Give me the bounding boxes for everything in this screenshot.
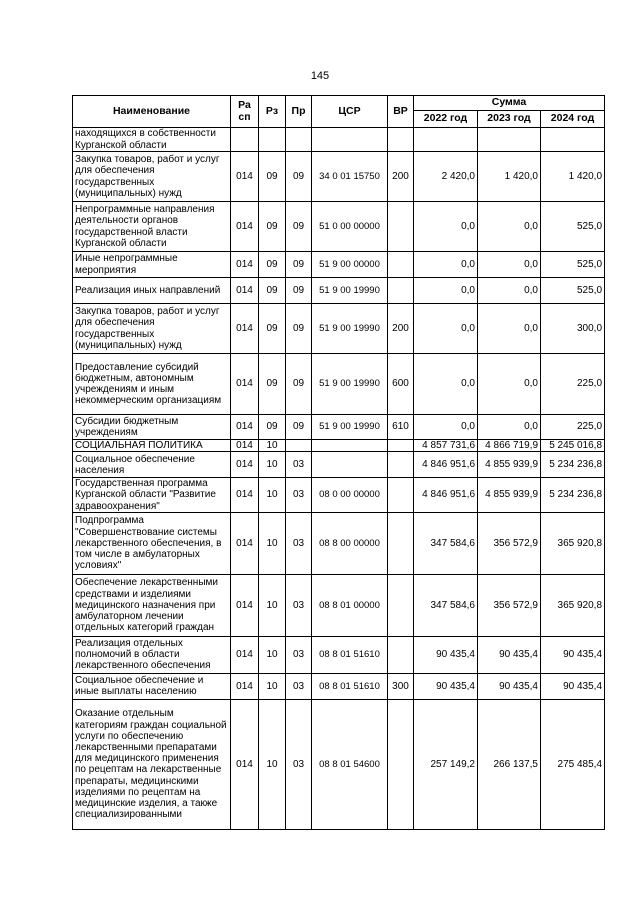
row-csr: 08 8 01 00000 (312, 574, 388, 636)
row-value-2022: 4 846 951,6 (414, 452, 478, 478)
row-value-2024: 90 435,4 (541, 636, 605, 673)
row-value-2024: 365 920,8 (541, 574, 605, 636)
table-row (73, 636, 605, 673)
row-name: Обеспечение лекарственными средствами и изделиями медицинского назначения при амбулаторном лечении отдельных категорий граждан (73, 574, 231, 636)
row-csr: 08 8 01 51610 (312, 636, 388, 673)
row-vr: 610 (388, 415, 414, 440)
row-pr: 03 (286, 574, 312, 636)
row-rz: 09 (259, 304, 286, 354)
header-name: Наименование (73, 96, 231, 128)
row-name: Закупка товаров, работ и услуг для обеспечения государственных (муниципальных) нужд (73, 152, 231, 202)
row-name: Подпрограмма "Совершенствование системы лекарственного обеспечения, в том числе в амбулаторных условиях" (73, 512, 231, 574)
row-pr: 09 (286, 278, 312, 304)
row-value-2022: 90 435,4 (414, 636, 478, 673)
row-pr (286, 128, 312, 152)
row-name: Государственная программа Курганской области "Развитие здравоохранения" (73, 478, 231, 513)
row-vr: 600 (388, 354, 414, 415)
row-value-2022: 0,0 (414, 415, 478, 440)
row-rz: 10 (259, 673, 286, 699)
row-value-2022: 90 435,4 (414, 673, 478, 699)
row-rz: 09 (259, 152, 286, 202)
row-vr (388, 512, 414, 574)
row-value-2022: 347 584,6 (414, 574, 478, 636)
row-value-2023: 0,0 (478, 415, 541, 440)
table-row (73, 252, 605, 278)
row-rz: 09 (259, 415, 286, 440)
row-csr: 51 9 00 19990 (312, 304, 388, 354)
row-pr: 03 (286, 512, 312, 574)
row-rasp: 014 (231, 202, 259, 252)
row-rasp: 014 (231, 415, 259, 440)
row-value-2022: 0,0 (414, 354, 478, 415)
row-vr (388, 574, 414, 636)
header-vr: ВР (388, 96, 414, 128)
row-csr: 51 9 00 00000 (312, 252, 388, 278)
row-rasp: 014 (231, 699, 259, 829)
row-vr: 300 (388, 673, 414, 699)
table-row (73, 452, 605, 478)
row-pr: 03 (286, 673, 312, 699)
row-value-2023: 4 855 939,9 (478, 478, 541, 513)
row-name: находящихся в собственности Курганской области (73, 128, 231, 152)
row-vr (388, 636, 414, 673)
row-value-2024: 225,0 (541, 354, 605, 415)
row-pr: 09 (286, 304, 312, 354)
row-rz: 09 (259, 278, 286, 304)
row-rz: 09 (259, 252, 286, 278)
row-csr: 08 8 01 54600 (312, 699, 388, 829)
table-row (73, 304, 605, 354)
row-value-2024: 525,0 (541, 202, 605, 252)
row-value-2022: 4 857 731,6 (414, 440, 478, 452)
row-value-2024: 525,0 (541, 278, 605, 304)
row-value-2022: 0,0 (414, 278, 478, 304)
row-value-2023: 0,0 (478, 202, 541, 252)
row-csr (312, 452, 388, 478)
row-value-2023: 1 420,0 (478, 152, 541, 202)
row-value-2023: 90 435,4 (478, 673, 541, 699)
row-value-2024: 300,0 (541, 304, 605, 354)
header-rasp (231, 96, 259, 128)
row-name: Непрограммные направления деятельности органов государственной власти Курганской области (73, 202, 231, 252)
row-vr: 200 (388, 152, 414, 202)
row-rz: 10 (259, 574, 286, 636)
row-rasp: 014 (231, 512, 259, 574)
row-rasp (231, 128, 259, 152)
row-name: Оказание отдельным категориям граждан социальной услуги по обеспечению лекарственными препаратами для медицинского применения по рецептам на лекарственные препараты, медицинскими изделиями по рецептам на медицинские изделия, а также специализированными (73, 699, 231, 829)
header-rasp-line2: сп (238, 110, 251, 123)
row-rasp: 014 (231, 152, 259, 202)
row-vr: 200 (388, 304, 414, 354)
row-name: СОЦИАЛЬНАЯ ПОЛИТИКА (73, 440, 231, 452)
row-pr: 09 (286, 354, 312, 415)
row-value-2022 (414, 128, 478, 152)
row-vr (388, 440, 414, 452)
header-csr: ЦСР (312, 96, 388, 128)
row-rz: 10 (259, 478, 286, 513)
page-number: 145 (310, 70, 330, 82)
table-row (73, 278, 605, 304)
table-row (73, 440, 605, 452)
header-year-2023: 2023 год (478, 111, 541, 128)
table-row (73, 673, 605, 699)
header-year-2022: 2022 год (414, 111, 478, 128)
row-vr (388, 278, 414, 304)
row-name: Реализация иных направлений (73, 278, 231, 304)
row-pr: 03 (286, 699, 312, 829)
table-row (73, 512, 605, 574)
row-value-2024 (541, 128, 605, 152)
row-value-2023: 356 572,9 (478, 512, 541, 574)
row-name: Социальное обеспечение населения (73, 452, 231, 478)
row-pr: 03 (286, 452, 312, 478)
table-header (73, 96, 605, 128)
table-row (73, 699, 605, 829)
row-value-2023: 356 572,9 (478, 574, 541, 636)
row-rasp: 014 (231, 673, 259, 699)
row-value-2023: 0,0 (478, 304, 541, 354)
row-csr: 51 9 00 19990 (312, 415, 388, 440)
row-csr: 51 0 00 00000 (312, 202, 388, 252)
row-value-2023: 266 137,5 (478, 699, 541, 829)
row-pr: 03 (286, 636, 312, 673)
row-value-2023: 0,0 (478, 278, 541, 304)
row-pr: 09 (286, 202, 312, 252)
row-csr: 34 0 01 15750 (312, 152, 388, 202)
row-vr (388, 452, 414, 478)
row-rasp: 014 (231, 440, 259, 452)
row-value-2023: 0,0 (478, 354, 541, 415)
row-value-2024: 1 420,0 (541, 152, 605, 202)
row-csr: 51 9 00 19990 (312, 278, 388, 304)
row-csr: 51 9 00 19990 (312, 354, 388, 415)
row-rz: 10 (259, 636, 286, 673)
table-row (73, 354, 605, 415)
row-value-2022: 0,0 (414, 304, 478, 354)
row-rz: 10 (259, 440, 286, 452)
row-csr: 08 8 01 51610 (312, 673, 388, 699)
row-name: Предоставление субсидий бюджетным, автономным учреждениям и иным некоммерческим организациям (73, 354, 231, 415)
table-row (73, 478, 605, 513)
row-rasp: 014 (231, 354, 259, 415)
table-row (73, 202, 605, 252)
row-rasp: 014 (231, 478, 259, 513)
row-value-2024: 275 485,4 (541, 699, 605, 829)
row-name: Реализация отдельных полномочий в области лекарственного обеспечения (73, 636, 231, 673)
header-sum: Сумма (414, 96, 605, 111)
row-rz: 10 (259, 699, 286, 829)
row-name: Субсидии бюджетным учреждениям (73, 415, 231, 440)
row-value-2024: 5 234 236,8 (541, 452, 605, 478)
row-name: Иные непрограммные мероприятия (73, 252, 231, 278)
row-value-2022: 0,0 (414, 202, 478, 252)
row-value-2022: 4 846 951,6 (414, 478, 478, 513)
table-row (73, 415, 605, 440)
row-value-2024: 5 245 016,8 (541, 440, 605, 452)
header-year-2024: 2024 год (541, 111, 605, 128)
row-rasp: 014 (231, 452, 259, 478)
row-csr: 08 8 00 00000 (312, 512, 388, 574)
row-rz (259, 128, 286, 152)
row-value-2023: 0,0 (478, 252, 541, 278)
row-value-2022: 347 584,6 (414, 512, 478, 574)
row-vr (388, 202, 414, 252)
row-rasp: 014 (231, 636, 259, 673)
table-body (73, 128, 605, 830)
row-value-2024: 225,0 (541, 415, 605, 440)
row-rasp: 014 (231, 304, 259, 354)
header-rz: Рз (259, 96, 286, 128)
row-value-2023: 4 855 939,9 (478, 452, 541, 478)
row-vr (388, 252, 414, 278)
row-value-2022: 257 149,2 (414, 699, 478, 829)
row-value-2024: 525,0 (541, 252, 605, 278)
row-value-2023: 4 866 719,9 (478, 440, 541, 452)
row-value-2024: 5 234 236,8 (541, 478, 605, 513)
row-rz: 10 (259, 512, 286, 574)
row-pr: 09 (286, 415, 312, 440)
row-vr (388, 128, 414, 152)
row-value-2024: 90 435,4 (541, 673, 605, 699)
table-row (73, 152, 605, 202)
row-rz: 10 (259, 452, 286, 478)
row-csr: 08 0 00 00000 (312, 478, 388, 513)
row-name: Закупка товаров, работ и услуг для обеспечения государственных (муниципальных) нужд (73, 304, 231, 354)
row-pr: 09 (286, 152, 312, 202)
row-rz: 09 (259, 354, 286, 415)
row-pr: 09 (286, 252, 312, 278)
row-rz: 09 (259, 202, 286, 252)
row-value-2023: 90 435,4 (478, 636, 541, 673)
row-csr (312, 128, 388, 152)
row-rasp: 014 (231, 252, 259, 278)
header-pr: Пр (286, 96, 312, 128)
row-name: Социальное обеспечение и иные выплаты населению (73, 673, 231, 699)
row-value-2023 (478, 128, 541, 152)
header-rasp-line1: Ра (238, 99, 251, 112)
row-value-2022: 2 420,0 (414, 152, 478, 202)
row-pr: 03 (286, 478, 312, 513)
budget-table (72, 95, 605, 830)
row-vr (388, 478, 414, 513)
table-row (73, 574, 605, 636)
row-csr (312, 440, 388, 452)
row-vr (388, 699, 414, 829)
row-rasp: 014 (231, 278, 259, 304)
row-value-2024: 365 920,8 (541, 512, 605, 574)
row-pr (286, 440, 312, 452)
row-rasp: 014 (231, 574, 259, 636)
table-row (73, 128, 605, 152)
row-value-2022: 0,0 (414, 252, 478, 278)
